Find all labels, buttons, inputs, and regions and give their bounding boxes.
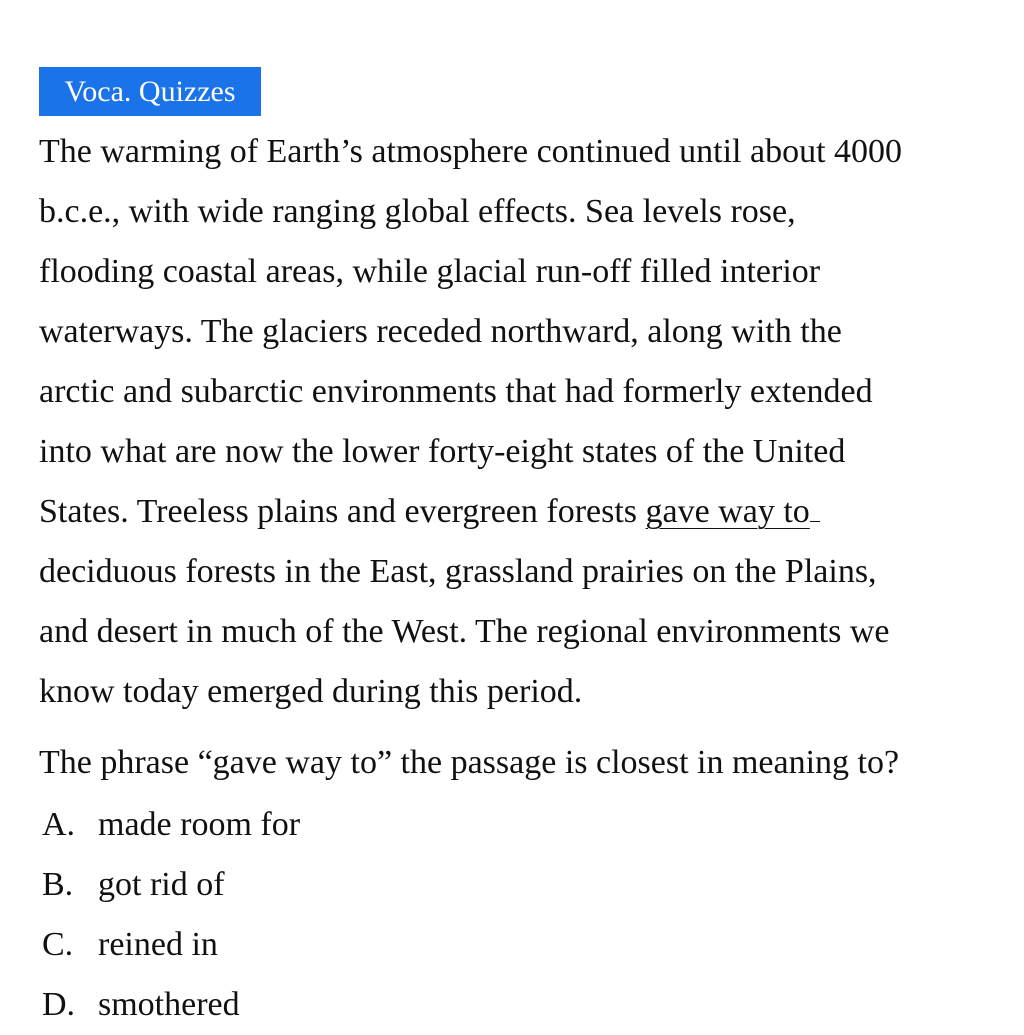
passage-line: arctic and subarctic environments that had formerly extended [39, 373, 873, 410]
option-text: made room for [98, 806, 301, 843]
option-letter: C. [42, 926, 74, 963]
option-text: reined in [98, 926, 218, 963]
option-d[interactable] [42, 975, 300, 1035]
answer-options [42, 795, 300, 1035]
passage-text: States. Treeless plains and evergreen forests [39, 493, 646, 530]
option-text: got rid of [98, 866, 225, 903]
reading-passage [39, 122, 1014, 722]
passage-line: b.c.e., with wide ranging global effects. Sea levels rose, [39, 193, 796, 230]
option-c[interactable] [42, 915, 300, 975]
passage-line: know today emerged during this period. [39, 673, 583, 710]
passage-line: flooding coastal areas, while glacial run-off filled interior [39, 253, 821, 290]
underline-extension [810, 495, 820, 522]
highlighted-phrase: gave way to [645, 493, 810, 530]
quiz-category-badge: Voca. Quizzes [39, 67, 261, 116]
question-prompt: The phrase “gave way to” the passage is closest in meaning to? [39, 744, 900, 781]
passage-line: The warming of Earth’s atmosphere continued until about 4000 [39, 133, 903, 170]
option-a[interactable] [42, 795, 300, 855]
option-letter: A. [42, 806, 76, 843]
passage-line: into what are now the lower forty-eight states of the United [39, 433, 846, 470]
passage-line [39, 482, 1014, 542]
passage-line: deciduous forests in the East, grassland prairies on the Plains, [39, 553, 877, 590]
option-letter: B. [42, 866, 74, 903]
option-b[interactable] [42, 855, 300, 915]
option-letter: D. [42, 986, 76, 1023]
option-text: smothered [98, 986, 240, 1023]
passage-line: waterways. The glaciers receded northward, along with the [39, 313, 842, 350]
passage-line: and desert in much of the West. The regional environments we [39, 613, 890, 650]
